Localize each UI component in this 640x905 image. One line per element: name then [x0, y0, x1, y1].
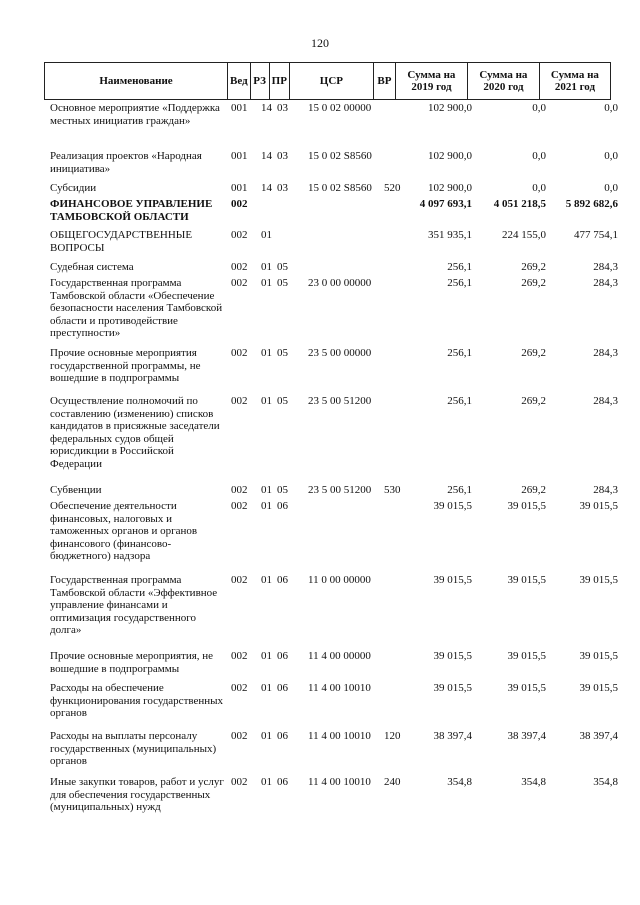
row-sum-2021: 0,0 [604, 102, 618, 114]
row-sum-2020: 39 015,5 [507, 574, 546, 586]
header-name: Наименование [45, 63, 228, 100]
table-row [44, 500, 624, 574]
row-csr: 15 0 02 00000 [308, 102, 372, 114]
row-name: Расходы на обеспечение функционирования государственных органов [50, 682, 224, 719]
row-vr: 120 [384, 730, 401, 742]
row-name: Государственная программа Тамбовской области «Эффективное управление финансами и оптимизация государственного долга» [50, 574, 218, 636]
row-sum-2021: 0,0 [604, 150, 618, 162]
row-rz: 01 [261, 650, 272, 662]
row-sum-2019: 102 900,0 [428, 102, 472, 114]
row-rz: 01 [261, 776, 272, 788]
row-sum-2019: 38 397,4 [433, 730, 472, 742]
row-sum-2021: 284,3 [593, 277, 618, 289]
row-sum-2020: 39 015,5 [507, 682, 546, 694]
row-sum-2021: 284,3 [593, 261, 618, 273]
row-name: Прочие основные мероприятия, не вошедшие в подпрограммы [50, 650, 214, 675]
row-sum-2020: 0,0 [532, 182, 546, 194]
row-sum-2019: 256,1 [447, 484, 472, 496]
row-pr: 06 [277, 574, 288, 586]
row-csr: 11 4 00 10010 [308, 776, 371, 788]
row-rz: 01 [261, 574, 272, 586]
row-ved: 002 [231, 395, 248, 407]
row-rz: 01 [261, 229, 272, 241]
row-sum-2020: 0,0 [532, 102, 546, 114]
row-name: Субвенции [50, 484, 102, 496]
row-sum-2020: 269,2 [521, 484, 546, 496]
row-sum-2019: 102 900,0 [428, 182, 472, 194]
row-sum-2019: 351 935,1 [428, 229, 472, 241]
row-name: Реализация проектов «Народная инициатива» [50, 150, 202, 175]
row-vr: 520 [384, 182, 401, 194]
row-sum-2021: 39 015,5 [579, 500, 618, 512]
row-csr: 11 0 00 00000 [308, 574, 371, 586]
row-sum-2021: 284,3 [593, 347, 618, 359]
row-sum-2019: 4 097 693,1 [419, 198, 472, 210]
row-sum-2019: 39 015,5 [433, 682, 472, 694]
row-pr: 06 [277, 500, 288, 512]
row-pr: 05 [277, 484, 288, 496]
row-sum-2019: 39 015,5 [433, 574, 472, 586]
row-sum-2019: 256,1 [447, 395, 472, 407]
row-name: Обеспечение деятельности финансовых, налоговых и таможенных органов и органов финансового (финансово-бюджетного) надзора [50, 500, 198, 562]
row-pr: 06 [277, 650, 288, 662]
table-row [44, 574, 624, 650]
row-vr: 240 [384, 776, 401, 788]
header-sum-2019: Сумма на 2019 год [395, 63, 467, 100]
row-sum-2021: 39 015,5 [579, 682, 618, 694]
table-row [44, 182, 624, 198]
row-sum-2021: 477 754,1 [574, 229, 618, 241]
row-sum-2020: 4 051 218,5 [493, 198, 546, 210]
row-sum-2020: 269,2 [521, 347, 546, 359]
row-sum-2020: 0,0 [532, 150, 546, 162]
row-rz: 01 [261, 347, 272, 359]
row-ved: 001 [231, 182, 248, 194]
row-sum-2020: 269,2 [521, 277, 546, 289]
row-sum-2021: 354,8 [593, 776, 618, 788]
header-pr: ПР [269, 63, 289, 100]
row-sum-2020: 269,2 [521, 261, 546, 273]
table-row [44, 229, 624, 261]
row-ved: 002 [231, 730, 248, 742]
row-ved: 002 [231, 198, 248, 210]
table-row [44, 484, 624, 500]
row-sum-2019: 39 015,5 [433, 650, 472, 662]
table-row [44, 730, 624, 776]
row-csr: 23 5 00 00000 [308, 347, 372, 359]
row-sum-2020: 39 015,5 [507, 500, 546, 512]
row-name: Прочие основные мероприятия государственной программы, не вошедшие в подпрограммы [50, 347, 201, 384]
table-row [44, 277, 624, 347]
row-sum-2020: 354,8 [521, 776, 546, 788]
table-row [44, 102, 624, 150]
row-csr: 11 4 00 10010 [308, 730, 371, 742]
row-sum-2019: 102 900,0 [428, 150, 472, 162]
row-csr: 11 4 00 10010 [308, 682, 371, 694]
row-name: Государственная программа Тамбовской области «Обеспечение безопасности населения Тамбовской области и противодействие преступности» [50, 277, 223, 339]
row-pr: 05 [277, 395, 288, 407]
row-ved: 002 [231, 682, 248, 694]
row-sum-2021: 5 892 682,6 [565, 198, 618, 210]
row-ved: 002 [231, 776, 248, 788]
row-sum-2019: 256,1 [447, 347, 472, 359]
row-name: Субсидии [50, 182, 97, 194]
row-sum-2020: 38 397,4 [507, 730, 546, 742]
row-ved: 001 [231, 150, 248, 162]
row-pr: 05 [277, 261, 288, 273]
header-rz: РЗ [250, 63, 269, 100]
row-sum-2019: 256,1 [447, 277, 472, 289]
row-csr: 23 5 00 51200 [308, 484, 372, 496]
row-rz: 14 [261, 150, 272, 162]
page-number: 120 [311, 36, 329, 50]
table-row [44, 395, 624, 484]
row-sum-2019: 354,8 [447, 776, 472, 788]
row-sum-2021: 284,3 [593, 484, 618, 496]
header-csr: ЦСР [289, 63, 373, 100]
row-ved: 002 [231, 650, 248, 662]
row-pr: 05 [277, 347, 288, 359]
row-csr: 15 0 02 S8560 [308, 182, 372, 194]
header-sum-2021: Сумма на 2021 год [539, 63, 610, 100]
table-row [44, 347, 624, 395]
row-name: ОБЩЕГОСУДАРСТВЕННЫЕ ВОПРОСЫ [50, 229, 193, 254]
header-sum-2020: Сумма на 2020 год [467, 63, 539, 100]
row-sum-2021: 38 397,4 [579, 730, 618, 742]
row-ved: 002 [231, 484, 248, 496]
row-rz: 01 [261, 500, 272, 512]
row-sum-2021: 39 015,5 [579, 650, 618, 662]
row-name: ФИНАНСОВОЕ УПРАВЛЕНИЕ ТАМБОВСКОЙ ОБЛАСТИ [50, 198, 213, 223]
row-csr: 23 5 00 51200 [308, 395, 372, 407]
row-sum-2021: 284,3 [593, 395, 618, 407]
row-rz: 14 [261, 182, 272, 194]
row-rz: 14 [261, 102, 272, 114]
row-name: Судебная система [50, 261, 134, 273]
table-row [44, 650, 624, 682]
row-sum-2020: 39 015,5 [507, 650, 546, 662]
row-pr: 06 [277, 682, 288, 694]
row-sum-2020: 224 155,0 [502, 229, 546, 241]
table-row [44, 198, 624, 229]
row-rz: 01 [261, 682, 272, 694]
row-ved: 001 [231, 102, 248, 114]
row-pr: 03 [277, 150, 288, 162]
row-sum-2020: 269,2 [521, 395, 546, 407]
header-ved: Вед [228, 63, 251, 100]
row-sum-2019: 256,1 [447, 261, 472, 273]
table-body [44, 102, 624, 836]
row-ved: 002 [231, 229, 248, 241]
row-rz: 01 [261, 277, 272, 289]
table-row [44, 150, 624, 182]
row-vr: 530 [384, 484, 401, 496]
row-rz: 01 [261, 484, 272, 496]
row-name: Иные закупки товаров, работ и услуг для обеспечения государственных (муниципальных) нужд [50, 776, 224, 813]
row-csr: 23 0 00 00000 [308, 277, 372, 289]
row-name: Осуществление полномочий по составлению (изменению) списков кандидатов в присяжные заседатели федеральных судов общей юрисдикции в Российской Федерации [50, 395, 220, 470]
table-row [44, 682, 624, 730]
table-row [44, 776, 624, 836]
row-sum-2021: 0,0 [604, 182, 618, 194]
row-sum-2019: 39 015,5 [433, 500, 472, 512]
row-name: Расходы на выплаты персоналу государственных (муниципальных) органов [50, 730, 217, 767]
row-pr: 03 [277, 102, 288, 114]
row-pr: 05 [277, 277, 288, 289]
row-csr: 15 0 02 S8560 [308, 150, 372, 162]
row-pr: 03 [277, 182, 288, 194]
row-ved: 002 [231, 277, 248, 289]
row-ved: 002 [231, 500, 248, 512]
header-vr: ВР [373, 63, 395, 100]
table-row [44, 261, 624, 277]
table-header [44, 62, 611, 100]
row-ved: 002 [231, 261, 248, 273]
row-pr: 06 [277, 730, 288, 742]
row-ved: 002 [231, 574, 248, 586]
row-name: Основное мероприятие «Поддержка местных инициатив граждан» [50, 102, 220, 127]
row-rz: 01 [261, 261, 272, 273]
row-rz: 01 [261, 730, 272, 742]
row-pr: 06 [277, 776, 288, 788]
row-csr: 11 4 00 00000 [308, 650, 371, 662]
row-ved: 002 [231, 347, 248, 359]
row-rz: 01 [261, 395, 272, 407]
row-sum-2021: 39 015,5 [579, 574, 618, 586]
